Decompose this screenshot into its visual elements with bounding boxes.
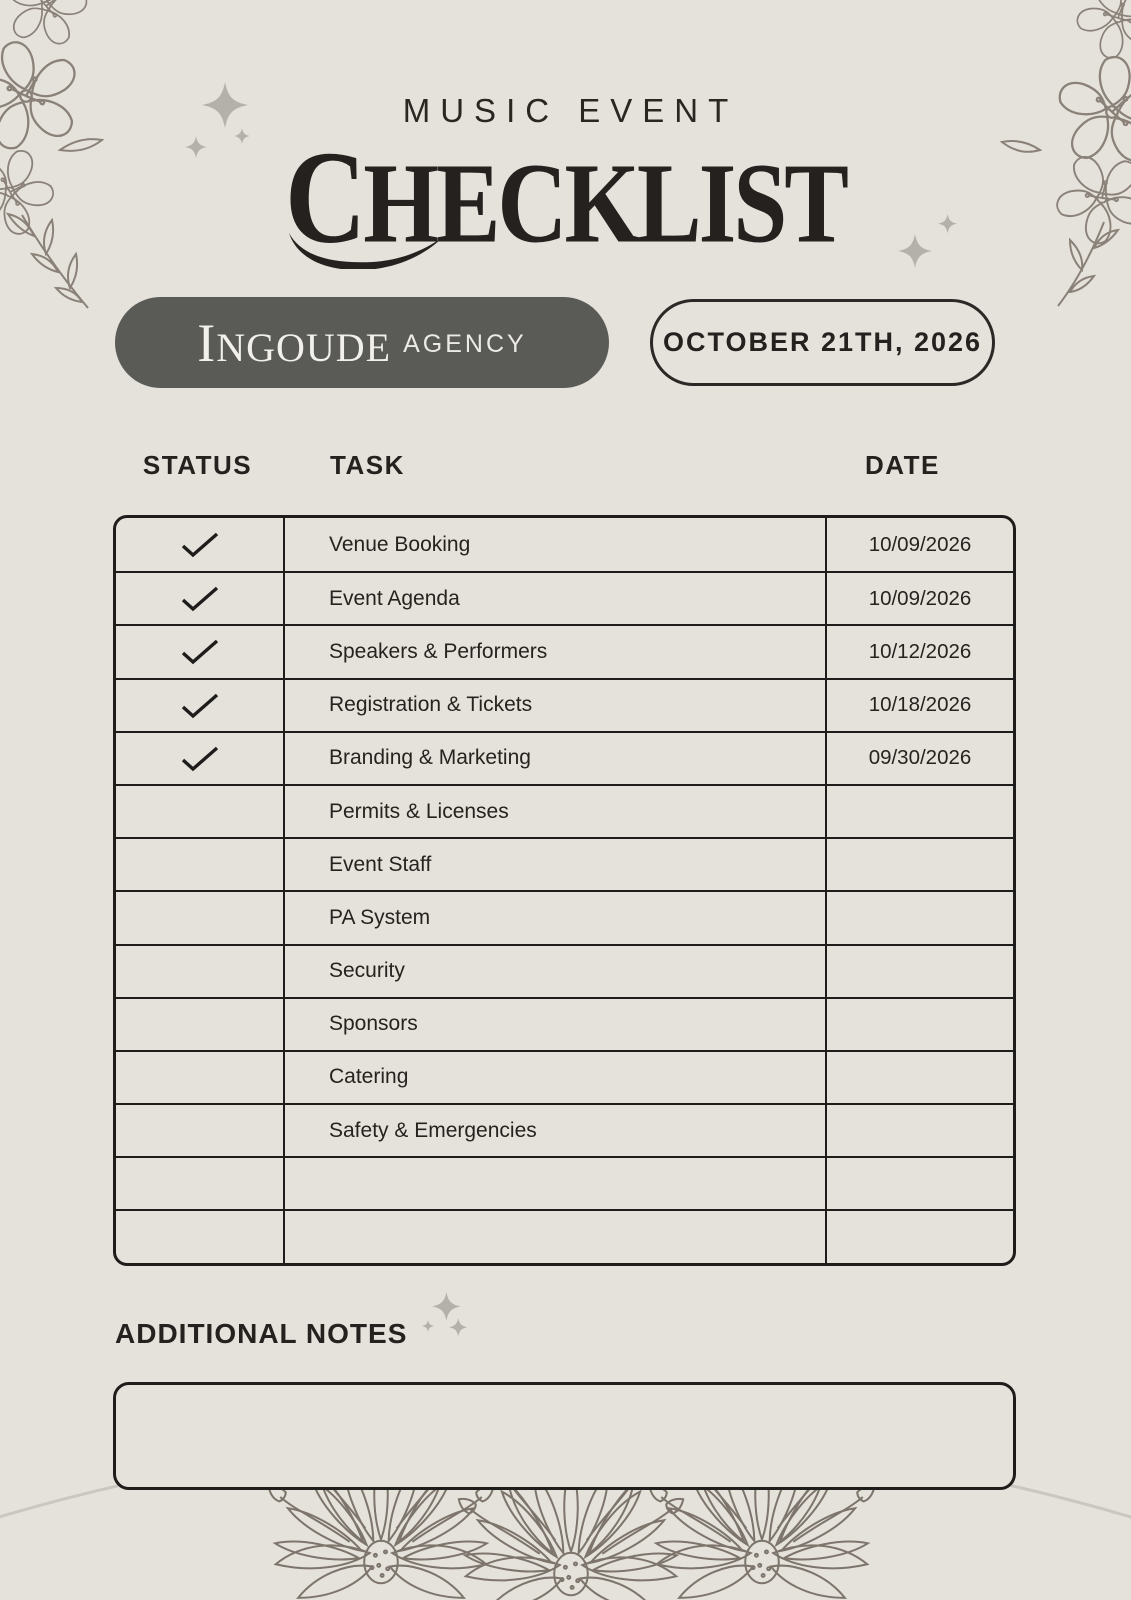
notes-input[interactable]: [113, 1382, 1016, 1490]
status-cell[interactable]: [116, 997, 283, 1050]
task-cell: [283, 1156, 827, 1209]
date-cell: [827, 1156, 1013, 1209]
status-cell[interactable]: [116, 837, 283, 890]
document-title: CHECKLIST: [284, 124, 846, 272]
date-cell: 09/30/2026: [827, 731, 1013, 784]
date-cell: 10/12/2026: [827, 624, 1013, 677]
date-cell: [827, 1209, 1013, 1262]
status-cell[interactable]: [116, 1103, 283, 1156]
check-icon: [180, 745, 220, 772]
date-cell: [827, 1050, 1013, 1103]
task-cell: Sponsors: [283, 997, 827, 1050]
column-header-date: DATE: [865, 450, 940, 480]
task-cell: Event Staff: [283, 837, 827, 890]
status-cell[interactable]: [116, 571, 283, 624]
status-cell[interactable]: [116, 784, 283, 837]
sparkle-icon: [420, 1288, 490, 1358]
task-cell: Branding & Marketing: [283, 731, 827, 784]
date-cell: [827, 997, 1013, 1050]
check-icon: [180, 692, 220, 719]
check-icon: [180, 585, 220, 612]
task-cell: Catering: [283, 1050, 827, 1103]
task-cell: Safety & Emergencies: [283, 1103, 827, 1156]
date-cell: 10/09/2026: [868, 532, 972, 556]
date-cell: 10/09/2026: [827, 571, 1013, 624]
date-cell: [827, 944, 1013, 997]
date-cell: 10/18/2026: [827, 678, 1013, 731]
task-cell: Permits & Licenses: [283, 784, 827, 837]
task-cell: Speakers & Performers: [283, 624, 827, 677]
brand-word: AGENCY: [403, 330, 527, 358]
status-cell[interactable]: [116, 1050, 283, 1103]
document-subtitle: MUSIC EVENT: [402, 92, 739, 129]
status-cell[interactable]: [116, 678, 283, 731]
task-cell: Venue Booking: [283, 518, 827, 571]
task-cell: PA System: [283, 890, 827, 943]
date-cell: [827, 1103, 1013, 1156]
column-header-status: STATUS: [142, 450, 253, 480]
check-icon: [180, 531, 220, 558]
task-cell: Security: [283, 944, 827, 997]
status-cell[interactable]: [116, 1209, 283, 1262]
brand-logo-text: INGOUDE: [197, 312, 392, 373]
task-cell: Event Agenda: [283, 571, 827, 624]
date-cell: [827, 784, 1013, 837]
status-cell[interactable]: [116, 518, 283, 571]
column-header-task: TASK: [330, 450, 405, 480]
status-cell[interactable]: [116, 1156, 283, 1209]
task-cell: [283, 1209, 827, 1262]
task-cell: Registration & Tickets: [283, 678, 827, 731]
event-date-badge: [650, 299, 995, 386]
check-icon: [180, 638, 220, 665]
date-cell: [827, 890, 1013, 943]
brand-badge: [115, 297, 609, 388]
checklist-table: [113, 515, 1016, 1266]
additional-notes-heading: ADDITIONAL NOTES: [115, 1318, 408, 1349]
status-cell[interactable]: [116, 944, 283, 997]
status-cell[interactable]: [116, 624, 283, 677]
status-cell[interactable]: [116, 890, 283, 943]
date-cell: [827, 837, 1013, 890]
title-swash-ornament: [287, 231, 447, 269]
event-date-text: OCTOBER 21TH, 2026: [662, 327, 983, 357]
status-cell[interactable]: [116, 731, 283, 784]
